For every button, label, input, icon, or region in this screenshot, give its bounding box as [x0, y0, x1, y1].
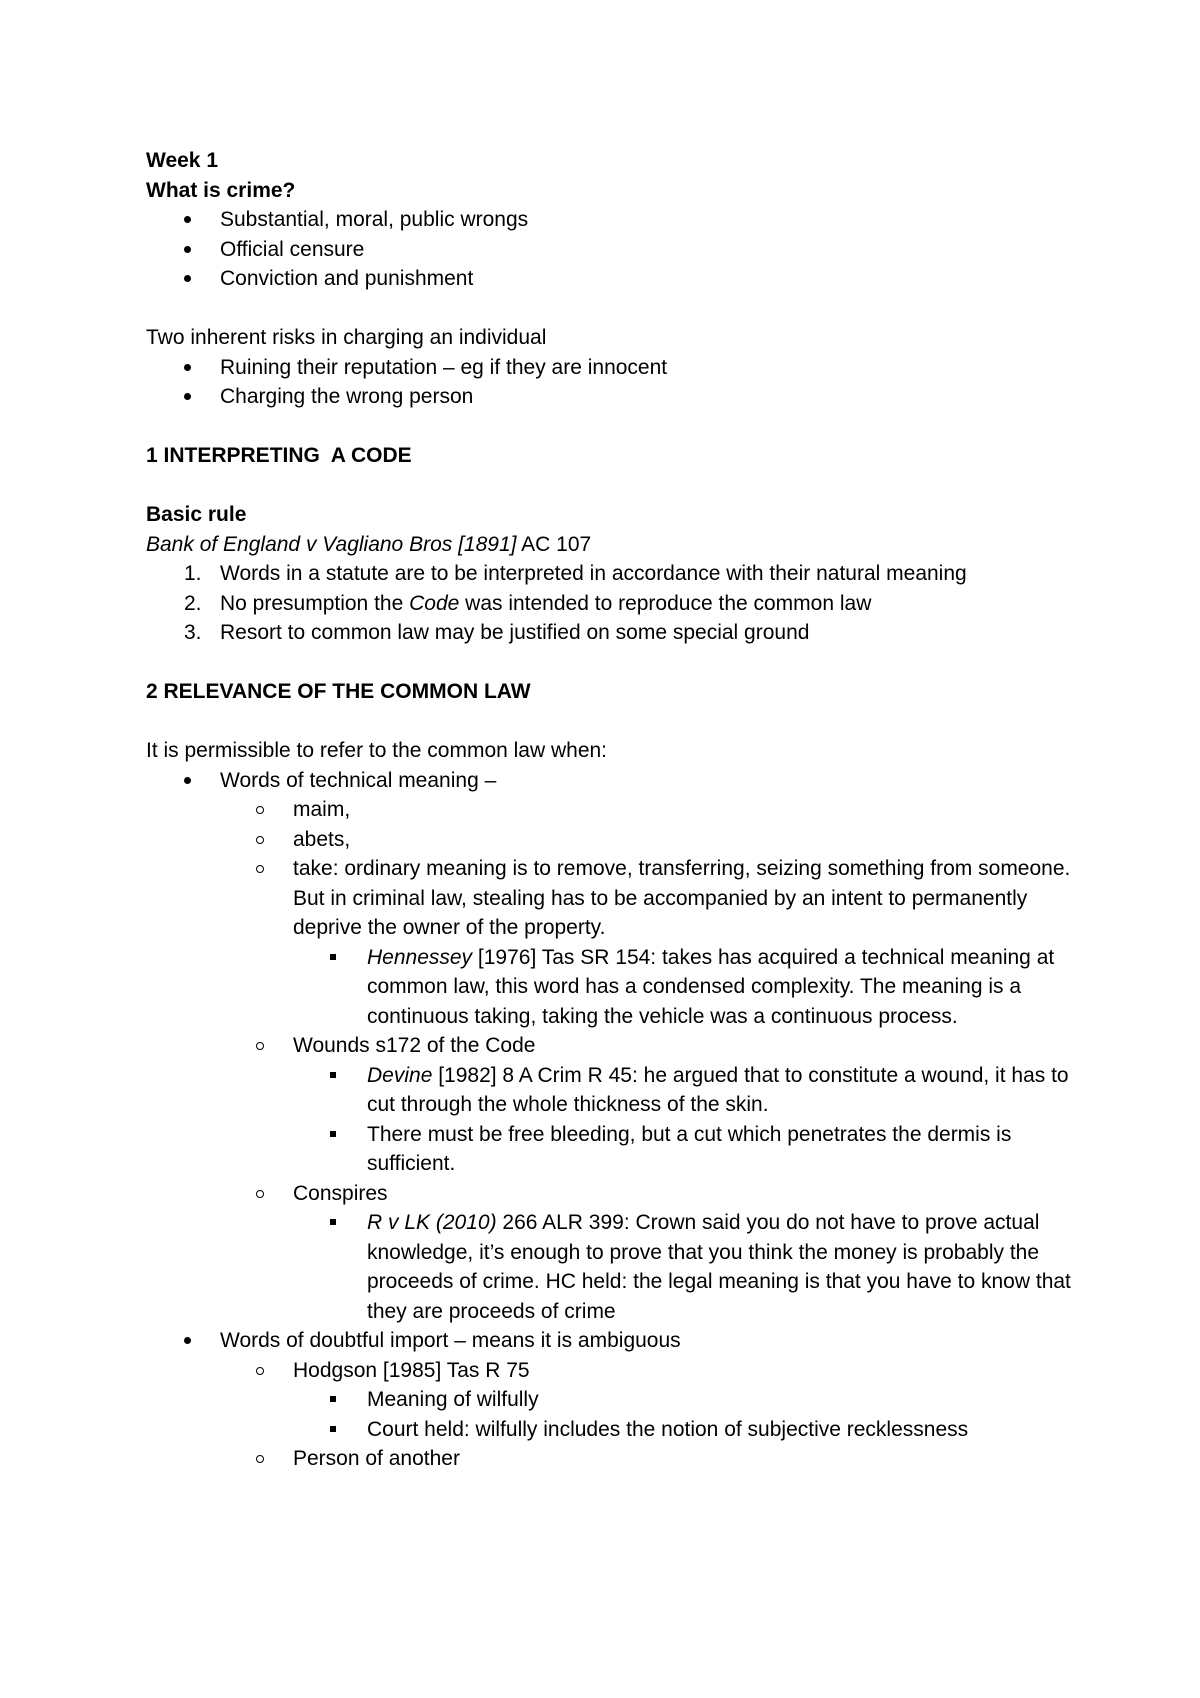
spacer [146, 648, 1086, 678]
list-item: abets, [293, 827, 351, 851]
list-number: 3. [184, 621, 202, 644]
spacer [146, 412, 1086, 442]
section-1-title: 1 INTERPRETING A CODE [146, 444, 412, 467]
rules-numbered-list [146, 559, 1086, 648]
list-item: Meaning of wilfully [367, 1388, 539, 1411]
risks-heading: Two inherent risks in charging an individual [146, 326, 547, 349]
list-item: Charging the wrong person [220, 385, 474, 408]
list-item: Hennessey [1976] Tas SR 154: takes has acquired a technical meaning at common law, this word has a condensed complexity. The meaning is a continuous taking, taking the vehicle was a continuous process. [367, 945, 1055, 1028]
common-law-bullet-list [146, 766, 1086, 1474]
list-number: 2. [184, 591, 202, 615]
crime-bullet-list [146, 205, 1086, 294]
list-item: Court held: wilfully includes the notion of subjective recklessness [367, 1417, 969, 1441]
spacer [146, 471, 1086, 501]
list-number: 1. [184, 562, 202, 585]
list-item: maim, [293, 798, 351, 821]
list-item: R v LK (2010) 266 ALR 399: Crown said you do not have to prove actual knowledge, it’s enough to prove that you think the money is probably the proceeds of crime. HC held: the legal meaning is that you have to know that they are proceeds of crime [367, 1211, 1071, 1323]
list-item: Conspires [293, 1181, 388, 1205]
list-item: 3. Resort to common law may be justified on some special ground [146, 618, 1086, 648]
list-item: Conviction and punishment [220, 267, 474, 290]
list-item: Hodgson [1985] Tas R 75 [293, 1358, 530, 1382]
document-content [146, 146, 1086, 1474]
list-item: Ruining their reputation – eg if they are innocent [220, 355, 668, 379]
section-2-title: 2 RELEVANCE OF THE COMMON LAW [146, 680, 531, 703]
basic-rule-heading: Basic rule [146, 503, 247, 526]
crime-question-heading: What is crime? [146, 178, 296, 202]
list-item: Substantial, moral, public wrongs [220, 208, 529, 231]
vagliano-case-citation: Bank of England v Vagliano Bros [1891] AC 107 [146, 532, 592, 556]
list-item: Official censure [220, 237, 365, 261]
list-item: 2. No presumption the Code was intended to reproduce the common law [146, 589, 1086, 619]
list-item: Words of doubtful import – means it is ambiguous [220, 1329, 681, 1352]
list-item: 1. Words in a statute are to be interpreted in accordance with their natural meaning [146, 559, 1086, 589]
spacer [146, 294, 1086, 324]
list-item: take: ordinary meaning is to remove, transferring, seizing something from someone. But in criminal law, stealing has to be accompanied by an intent to permanently deprive the owner of the property. [293, 857, 1071, 939]
week-heading: Week 1 [146, 149, 218, 172]
common-law-intro: It is permissible to refer to the common law when: [146, 739, 608, 762]
spacer [146, 707, 1086, 737]
list-item: Person of another [293, 1447, 460, 1470]
list-item: There must be free bleeding, but a cut which penetrates the dermis is sufficient. [367, 1122, 1012, 1175]
risks-bullet-list [146, 353, 1086, 412]
list-item: Wounds s172 of the Code [293, 1034, 536, 1057]
list-item: Devine [1982] 8 A Crim R 45: he argued that to constitute a wound, it has to cut through the whole thickness of the skin. [367, 1063, 1069, 1116]
list-item: Words of technical meaning – [220, 768, 497, 792]
